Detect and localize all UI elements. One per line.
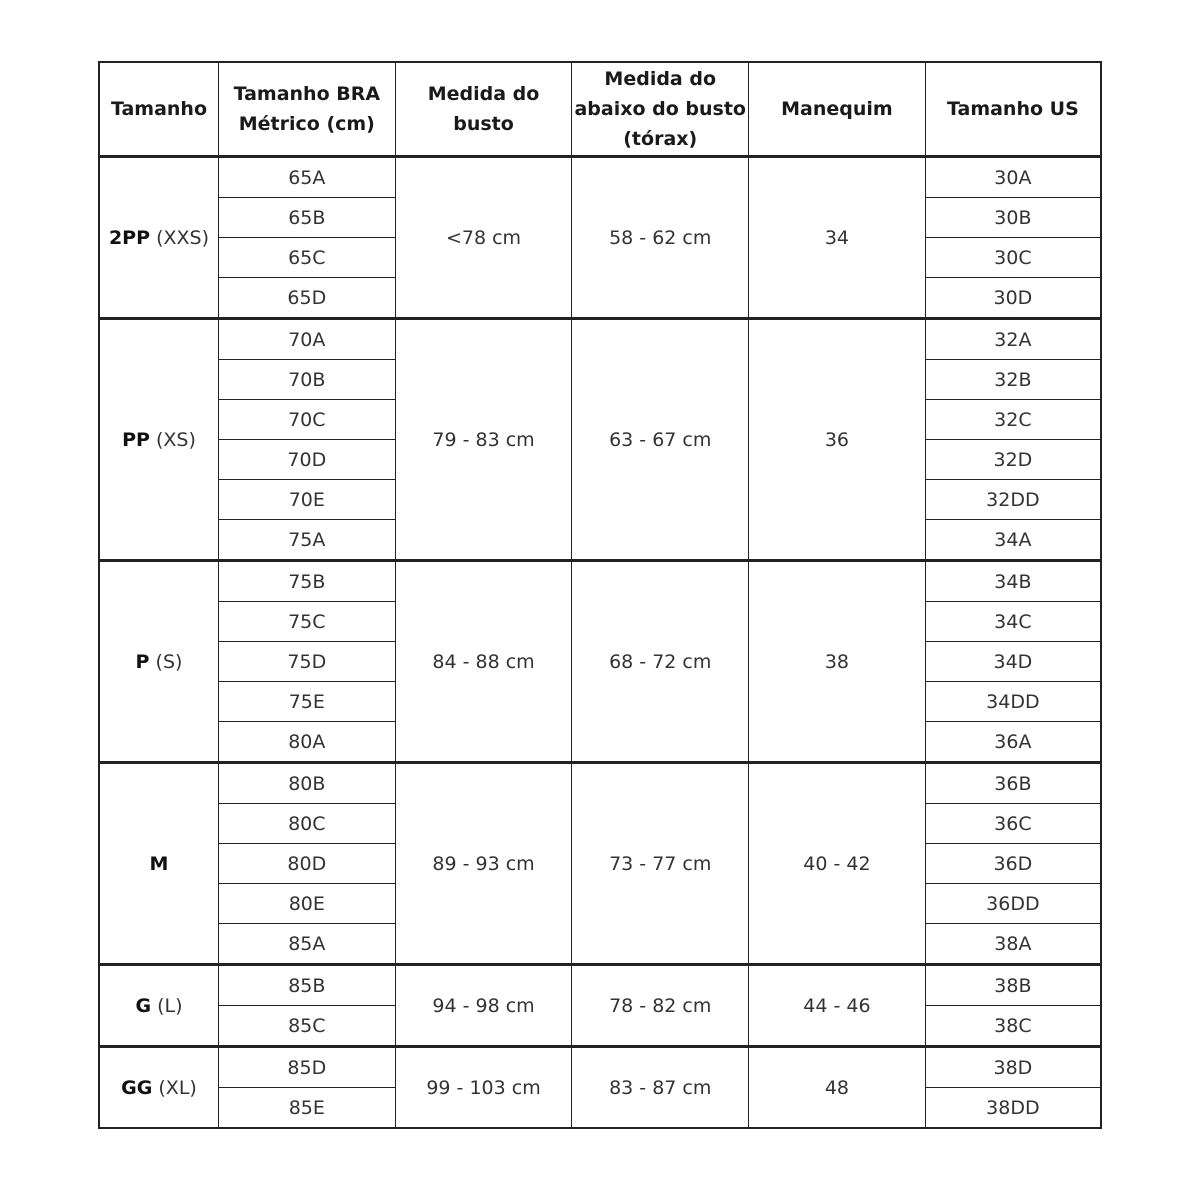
size-international: (S): [155, 650, 183, 673]
mannequin-cell: 40 - 42: [749, 763, 926, 965]
bra-size-cell: 85C: [218, 1006, 395, 1047]
bra-size-cell: 80B: [218, 763, 395, 804]
bra-size-cell: 70D: [218, 440, 395, 480]
bust-cell: 99 - 103 cm: [395, 1047, 572, 1129]
us-size-cell: 32C: [925, 400, 1101, 440]
size-code: PP: [122, 428, 150, 451]
header-us-size: Tamanho US: [925, 62, 1101, 157]
underbust-cell: 78 - 82 cm: [572, 965, 749, 1047]
size-code: P: [135, 650, 150, 673]
bust-cell: 89 - 93 cm: [395, 763, 572, 965]
us-size-cell: 34A: [925, 520, 1101, 561]
bust-cell: 84 - 88 cm: [395, 561, 572, 763]
mannequin-cell: 34: [749, 157, 926, 319]
size-international: (XL): [158, 1076, 197, 1099]
mannequin-cell: 38: [749, 561, 926, 763]
bust-cell: 79 - 83 cm: [395, 319, 572, 561]
size-code: GG: [121, 1076, 153, 1099]
size-group-cell: [99, 319, 218, 561]
bra-size-cell: 75B: [218, 561, 395, 602]
bust-cell: 94 - 98 cm: [395, 965, 572, 1047]
size-group-cell: [99, 1047, 218, 1129]
us-size-cell: 36B: [925, 763, 1101, 804]
bra-size-cell: 85B: [218, 965, 395, 1006]
underbust-cell: 58 - 62 cm: [572, 157, 749, 319]
mannequin-cell: 36: [749, 319, 926, 561]
underbust-cell: 63 - 67 cm: [572, 319, 749, 561]
size-code: M: [149, 852, 169, 875]
header-size: Tamanho: [99, 62, 218, 157]
table-body: [99, 157, 1101, 1129]
bra-size-cell: 80A: [218, 722, 395, 763]
us-size-cell: 34DD: [925, 682, 1101, 722]
us-size-cell: 38DD: [925, 1088, 1101, 1129]
header-row: [99, 62, 1101, 157]
us-size-cell: 38A: [925, 924, 1101, 965]
bra-size-cell: 80D: [218, 844, 395, 884]
us-size-cell: 34C: [925, 602, 1101, 642]
underbust-cell: 83 - 87 cm: [572, 1047, 749, 1129]
size-code: 2PP: [108, 226, 151, 249]
bra-size-cell: 75A: [218, 520, 395, 561]
size-international: (XS): [155, 428, 196, 451]
bra-size-cell: 75C: [218, 602, 395, 642]
bra-size-cell: 70B: [218, 360, 395, 400]
header-underbust: Medida do abaixo do busto (tórax): [572, 62, 749, 157]
bra-size-cell: 70C: [218, 400, 395, 440]
bra-size-cell: 75D: [218, 642, 395, 682]
bra-size-cell: 85E: [218, 1088, 395, 1129]
us-size-cell: 36DD: [925, 884, 1101, 924]
bra-size-cell: 80E: [218, 884, 395, 924]
us-size-cell: 30D: [925, 278, 1101, 319]
bra-size-cell: 65C: [218, 238, 395, 278]
table-row: [99, 763, 1101, 804]
us-size-cell: 32B: [925, 360, 1101, 400]
table-row: [99, 561, 1101, 602]
table-header: [99, 62, 1101, 157]
us-size-cell: 30B: [925, 198, 1101, 238]
us-size-cell: 36D: [925, 844, 1101, 884]
bra-size-cell: 85A: [218, 924, 395, 965]
size-group-cell: [99, 763, 218, 965]
us-size-cell: 30A: [925, 157, 1101, 198]
us-size-cell: 36A: [925, 722, 1101, 763]
header-bra-metric: Tamanho BRA Métrico (cm): [218, 62, 395, 157]
us-size-cell: 36C: [925, 804, 1101, 844]
mannequin-cell: 44 - 46: [749, 965, 926, 1047]
us-size-cell: 30C: [925, 238, 1101, 278]
bra-size-cell: 85D: [218, 1047, 395, 1088]
size-international: (XXS): [156, 226, 209, 249]
header-bust: Medida do busto: [395, 62, 572, 157]
underbust-cell: 68 - 72 cm: [572, 561, 749, 763]
size-group-cell: [99, 561, 218, 763]
us-size-cell: 32DD: [925, 480, 1101, 520]
us-size-cell: 38C: [925, 1006, 1101, 1047]
us-size-cell: 38D: [925, 1047, 1101, 1088]
table-row: [99, 965, 1101, 1006]
bra-size-cell: 80C: [218, 804, 395, 844]
table-row: [99, 319, 1101, 360]
size-group-cell: [99, 157, 218, 319]
table-row: [99, 157, 1101, 198]
bra-size-cell: 65B: [218, 198, 395, 238]
bra-size-cell: 65A: [218, 157, 395, 198]
size-code: G: [135, 994, 152, 1017]
bra-size-cell: 70E: [218, 480, 395, 520]
size-group-cell: [99, 965, 218, 1047]
mannequin-cell: 48: [749, 1047, 926, 1129]
us-size-cell: 34D: [925, 642, 1101, 682]
us-size-cell: 34B: [925, 561, 1101, 602]
table-row: [99, 1047, 1101, 1088]
bra-size-cell: 70A: [218, 319, 395, 360]
underbust-cell: 73 - 77 cm: [572, 763, 749, 965]
us-size-cell: 32D: [925, 440, 1101, 480]
bust-cell: <78 cm: [395, 157, 572, 319]
us-size-cell: 38B: [925, 965, 1101, 1006]
size-international: (L): [157, 994, 183, 1017]
us-size-cell: 32A: [925, 319, 1101, 360]
header-mannequin: Manequim: [749, 62, 926, 157]
size-chart-table: [98, 61, 1102, 1129]
bra-size-cell: 65D: [218, 278, 395, 319]
bra-size-cell: 75E: [218, 682, 395, 722]
